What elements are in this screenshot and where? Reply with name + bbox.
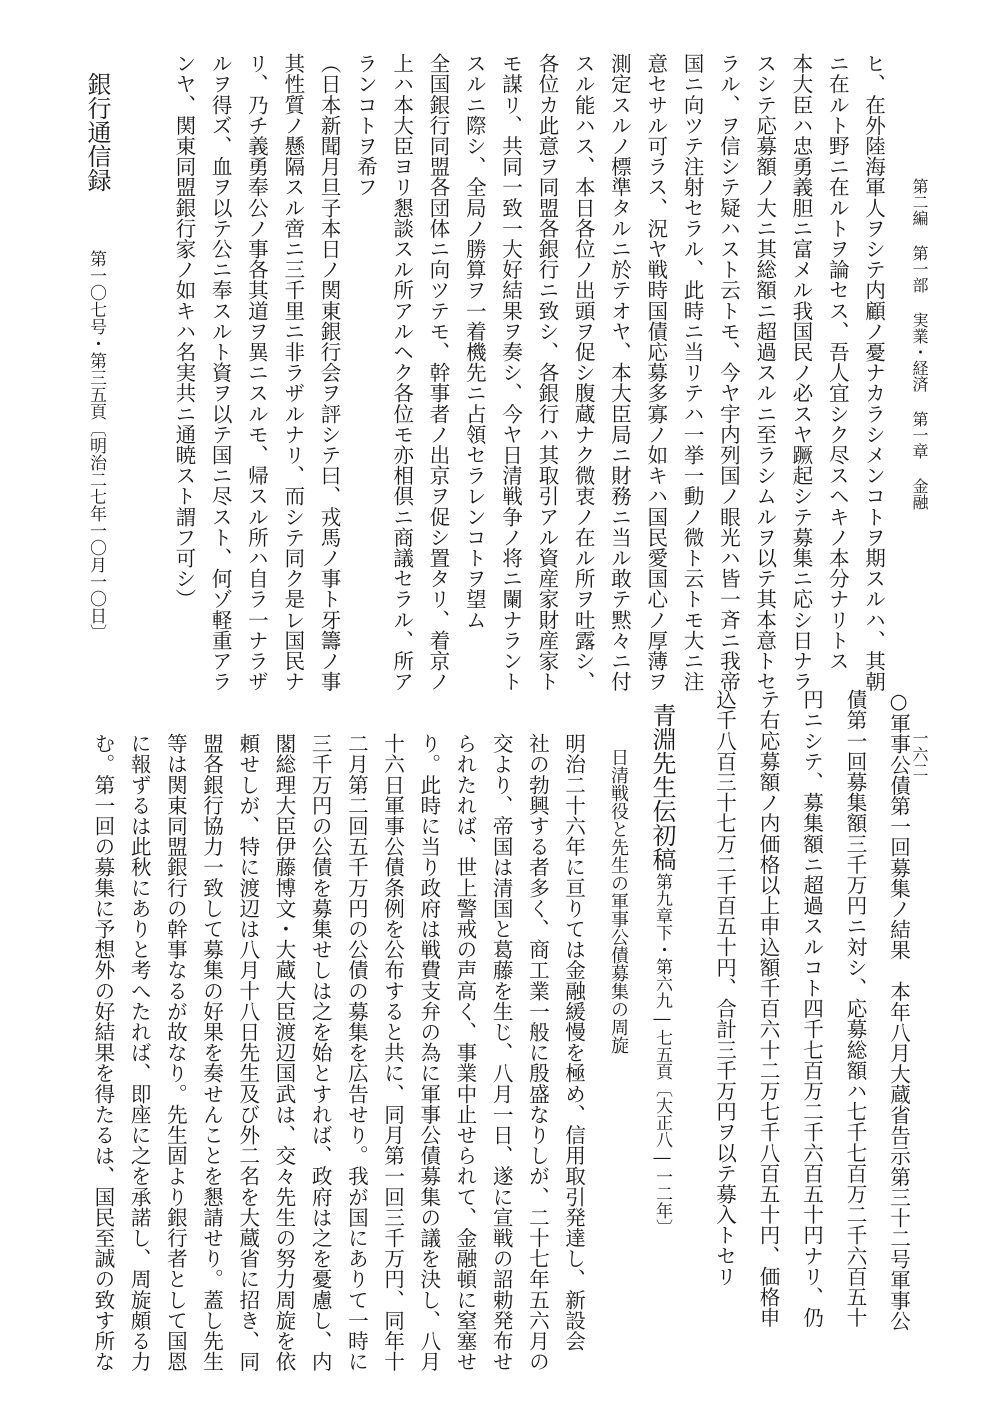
text-column: 測定スルノ標準タルニ於テオヤ、本大臣局ニ財務ニ当ル敢テ黙々ニ付 bbox=[607, 53, 632, 692]
section-title: 青淵先生伝初稿 bbox=[648, 703, 676, 871]
text-column: ンヤ、関東同盟銀行家ノ如キハ名実共ニ通暁スト謂フ可シ） bbox=[171, 53, 196, 610]
text-column: モ謀リ、共同一致一大好結果ヲ奏シ、今ヤ日清戦争ノ将ニ闌ナラント bbox=[498, 53, 523, 692]
text-column: 閣総理大臣伊藤博文・大蔵大臣渡辺国武は、交々先生の努力周旋を依 bbox=[271, 733, 296, 1372]
text-column: 社の勃興する者多く、商工業一般に殷盛なりしが、二十七年五六月の bbox=[525, 733, 550, 1372]
text-column: テ右応募額ノ内価格以上申込額千百六十二万七千八百五十円、価格申 bbox=[756, 689, 781, 1328]
text-column: （日本新聞月旦子本日ノ関東銀行会ヲ評シテ曰、戎馬ノ事ト牙籌ノ事 bbox=[317, 53, 342, 692]
text-column: 交より、帝国は清国と葛藤を生じ、八月一日、遂に宣戦の詔勅発布せ bbox=[489, 733, 514, 1372]
section-citation: 第九章下・第六九―七五頁 bbox=[652, 873, 672, 1080]
source-date: 〔明治二七年一〇月一〇日〕 bbox=[86, 420, 106, 641]
section-date: 〔大正八―一二年〕 bbox=[652, 1080, 672, 1236]
text-column: ラル、ヲ信シテ疑ハスト云トモ、今ヤ宇内列国ノ眼光ハ皆一斉ニ我帝 bbox=[716, 53, 741, 692]
source-title: 銀行通信録 bbox=[83, 72, 111, 192]
text-column: ランコトヲ希フ bbox=[353, 53, 378, 198]
text-column: 本大臣ハ忠勇義胆ニ富メル我国民ノ必スヤ蹶起シテ募集ニ応シ日ナラ bbox=[788, 53, 813, 692]
text-column: 円ニシテ、募集額ニ超過スルコト四千七百万二千六百五十円ナリ、仍 bbox=[799, 689, 824, 1328]
text-column: 各位カ此意ヲ同盟各銀行ニ致シ、各銀行ハ其取引アル資産家財産家ト bbox=[534, 53, 559, 692]
text-column: に報ずるは此秋にありと考へたれば、即座に之を承諾し、周旋頗る力 bbox=[127, 733, 152, 1372]
text-column: 込千八百三十七万二千百五十円、合計三千万円ヲ以テ募入トセリ bbox=[712, 689, 737, 1287]
section-subtitle: 日清戦役と先生の軍事公債募集の周旋 bbox=[608, 748, 629, 1054]
text-column: ○軍事公債第一回募集ノ結果 本年八月大蔵省告示第三十二号軍事公 bbox=[886, 689, 911, 1331]
text-column: られたれば、世上警戒の声高く、事業中止せられて、金融頓に窒塞せ bbox=[452, 733, 477, 1372]
text-column: 上ハ本大臣ヨリ懇談スル所アルヘク各位モ亦相倶ニ商議セラル、所ア bbox=[389, 53, 414, 692]
text-column: 全国銀行同盟各団体ニ向ツテモ、幹事者ノ出京ヲ促シ置タリ、着京ノ bbox=[425, 53, 450, 692]
page-number: 一六二 bbox=[910, 730, 929, 778]
text-column: スシテ応募額ノ大ニ其総額ニ超過スルニ至ラシムルヲ以テ其本意トセ bbox=[752, 53, 777, 692]
text-column: 三千万円の公債を募集せしは之を始とすれば、政府は之を憂慮し、内 bbox=[308, 733, 333, 1372]
text-column: 盟各銀行協力一致して募集の好果を奏せんことを懇請せり。蓋し先生 bbox=[199, 733, 224, 1372]
text-column: 二月第二回五千万円の公債の募集を広告せり。我が国にありて一時に bbox=[344, 733, 369, 1372]
source-citation: 第一〇七号・第三五頁 bbox=[86, 250, 106, 420]
text-column: 頼せしが、特に渡辺は八月十八日先生及び外二名を大蔵省に招き、同 bbox=[235, 733, 260, 1372]
text-column: 其性質ノ懸隔スル啻ニ三千里ニ非ラザルナリ、而シテ同ク是レ国民ナ bbox=[280, 53, 305, 692]
text-column: 十六日軍事公債条例を公布すると共に、同月第一回三千万円、同年十 bbox=[380, 733, 405, 1372]
text-column: 国ニ向ツテ注射セラル、此時ニ当リテハ一挙一動ノ微ト云トモ大ニ注 bbox=[680, 53, 705, 692]
text-column: リ、乃チ義勇奉公ノ事各其道ヲ異ニスルモ、帰スル所ハ自ラ一ナラザ bbox=[244, 53, 269, 692]
text-column: ルヲ得ズ、血ヲ以テ公ニ奉スルト資ヲ以テ国ニ尽スト、何ゾ軽重アラ bbox=[208, 53, 233, 692]
text-column: 等は関東同盟銀行の幹事なるが故なり。先生固より銀行者として国恩 bbox=[163, 733, 188, 1372]
running-title: 第二編 第一部 実業・経済 第一章 金融 bbox=[910, 178, 929, 510]
text-column: 意セサル可ラス、況ヤ戦時国債応募多寡ノ如キハ国民愛国心ノ厚薄ヲ bbox=[643, 53, 668, 692]
text-column: む。第一回の募集に予想外の好結果を得たるは、国民至誠の致す所な bbox=[90, 733, 115, 1372]
text-column: 債第一回募集額三千万円ニ対シ、応募総額ハ七千七百万二千六百五十 bbox=[843, 689, 868, 1328]
text-column: スルニ際シ、全局ノ勝算ヲ一着機先ニ占領セラレンコトヲ望ム bbox=[462, 53, 487, 630]
text-column: ニ在ルト野ニ在ルトヲ論セス、吾人宜シク尽スヘキノ本分ナリトス bbox=[825, 53, 850, 671]
text-column: り。此時に当り政府は戦費支弁の為に軍事公債募集の議を決し、八月 bbox=[416, 733, 441, 1372]
text-column: 明治二十六年に亘りては金融緩慢を極め、信用取引発達し、新設会 bbox=[561, 733, 586, 1351]
text-column: スル能ハス、本日各位ノ出頭ヲ促シ腹蔵ナク微衷ノ在ル所ヲ吐露シ、 bbox=[571, 53, 596, 692]
text-column: ヒ、在外陸海軍人ヲシテ内顧ノ憂ナカラシメンコトヲ期スルハ、其朝 bbox=[861, 53, 886, 692]
